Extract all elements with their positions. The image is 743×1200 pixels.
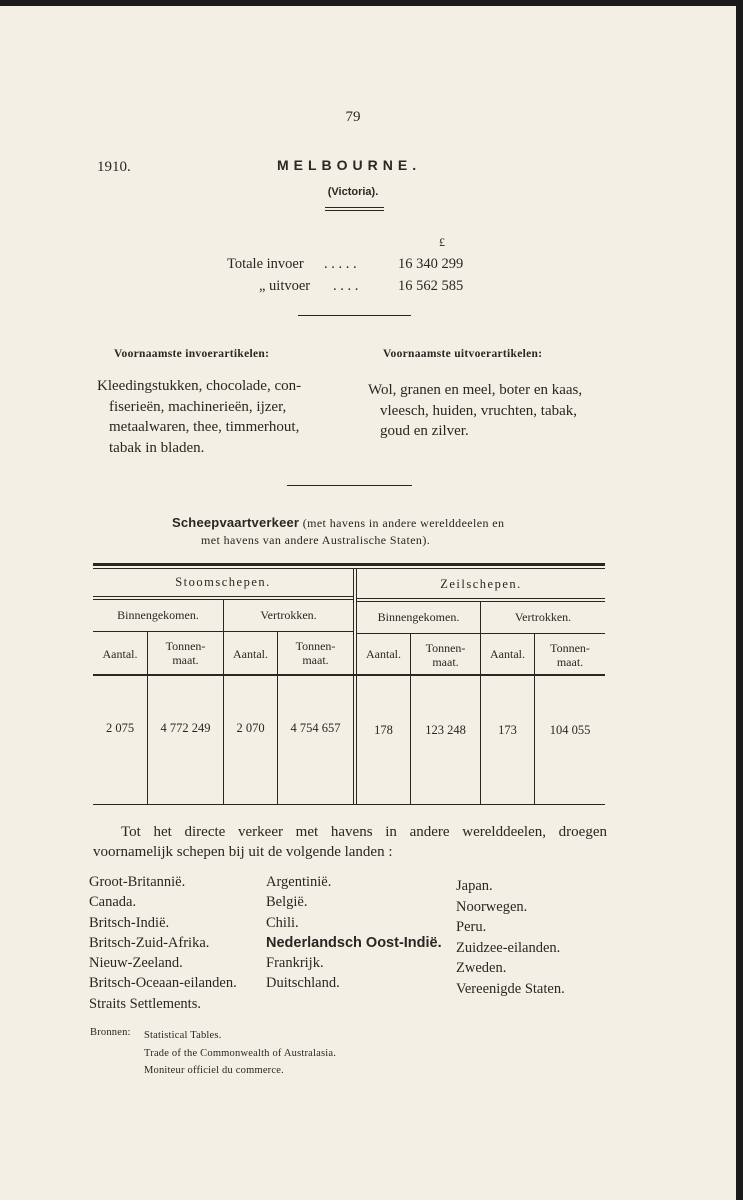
table-value: 2 070 (236, 721, 265, 735)
country-item: België. (266, 894, 308, 911)
column-header: Aantal. (233, 647, 268, 661)
country-item: Noorwegen. (456, 898, 528, 915)
region-subtitle: (Victoria). (327, 186, 379, 198)
title-divider (325, 207, 384, 211)
sources-list (144, 1027, 336, 1080)
country-item: Chili. (266, 914, 299, 931)
shipping-subtitle: (met havens in andere werelddeelen en (302, 516, 505, 530)
currency-symbol: £ (439, 235, 445, 249)
countries-col-3 (456, 876, 565, 999)
country-item: Zweden. (456, 960, 507, 976)
table-value: 123 248 (425, 723, 466, 737)
imports-line: tabak in bladen. (109, 439, 205, 456)
group-header-steam: Stoomschepen. (175, 575, 271, 589)
totals-label: Totale invoer (227, 256, 304, 272)
table-value: 104 055 (549, 723, 591, 737)
shipping-table (93, 563, 605, 805)
column-header: Tonnen- maat. (425, 641, 466, 669)
column-header: Aantal. (102, 647, 138, 661)
exports-line: Wol, granen en meel, boter en kaas, (368, 382, 583, 398)
document-page (0, 6, 736, 1200)
table-value: 4 754 657 (290, 721, 341, 735)
table-rule (357, 598, 605, 599)
country-item: Zuidzee-eilanden. (456, 939, 561, 956)
shipping-title (172, 515, 504, 532)
country-item: Britsch-Indië. (89, 914, 170, 931)
exports-heading: Voornaamste uitvoerartikelen: (383, 348, 543, 360)
page-number: 79 (345, 109, 361, 125)
imports-heading: Voornaamste invoerartikelen: (114, 348, 270, 360)
table-value: 178 (374, 723, 393, 737)
country-item: Argentinië. (266, 874, 332, 890)
shipping-subtitle-cont: met havens van andere Australische Staten). (201, 533, 431, 547)
country-item: Groot-Britannië. (89, 874, 186, 890)
table-rule (93, 596, 353, 597)
subgroup-header: Binnengekomen. (377, 610, 460, 624)
country-item: Vereenigde Staten. (456, 980, 565, 997)
source-item: Trade of the Commonwealth of Australasia. (144, 1047, 337, 1059)
table-group-divider (356, 569, 357, 805)
column-header: Aantal. (490, 647, 525, 661)
totals-value: 16 562 585 (398, 278, 464, 294)
imports-line: Kleedingstukken, chocolade, con- (97, 378, 302, 394)
table-value: 2 075 (105, 721, 135, 735)
totals-divider (298, 315, 411, 316)
totals-dots: . . . . . (324, 256, 357, 272)
source-item: Statistical Tables. (144, 1030, 222, 1041)
totals-value: 16 340 299 (398, 256, 464, 272)
totals-dots: . . . . (333, 278, 359, 294)
country-item: Frankrijk. (266, 955, 324, 972)
country-item: Japan. (456, 878, 493, 894)
sources-label: Bronnen: (90, 1027, 131, 1038)
subgroup-header: Vertrokken. (514, 610, 572, 624)
country-item: Canada. (89, 894, 137, 911)
table-value: 173 (498, 723, 517, 737)
shipping-heading: Scheepvaartverkeer (172, 515, 300, 530)
subgroup-header: Binnengekomen. (117, 608, 199, 622)
table-group-divider (353, 569, 354, 805)
column-header: Tonnen- maat. (550, 641, 590, 669)
country-item: Peru. (456, 919, 487, 935)
country-item: Britsch-Oceaan-eilanden. (89, 975, 237, 992)
table-top-rule (93, 563, 605, 566)
exports-line: vleesch, huiden, vruchten, tabak, (380, 402, 578, 419)
exports-line: goud en zilver. (380, 423, 469, 439)
country-item: Nieuw-Zeeland. (89, 955, 183, 972)
trade-intro-text: Tot het directe verkeer met havens in andere werelddeelen, droegen voornamelijk schepen bij uit de volgende landen : (93, 824, 607, 860)
countries-col-1 (89, 872, 237, 1014)
city-title: MELBOURNE. (277, 157, 422, 173)
group-header-sail: Zeilschepen. (440, 577, 522, 591)
imports-line: fiserieën, machinerieën, ijzer, (109, 398, 287, 415)
totals-label: „ uitvoer (259, 278, 311, 294)
source-item: Moniteur officiel du commerce. (144, 1065, 284, 1076)
year: 1910. (97, 159, 131, 175)
country-item: Duitschland. (266, 975, 340, 992)
table-bottom-rule (93, 804, 605, 805)
country-item: Straits Settlements. (89, 995, 201, 1012)
table-rule (357, 601, 605, 602)
table-value: 4 772 249 (160, 721, 211, 735)
column-header: Tonnen- maat. (295, 639, 336, 667)
column-header: Aantal. (366, 647, 401, 661)
table-header-rule (93, 674, 605, 676)
countries-col-2 (266, 872, 442, 994)
country-item-highlight: Nederlandsch Oost-Indië. (266, 934, 442, 951)
imports-list (97, 376, 301, 458)
table-rule (93, 631, 353, 632)
column-header: Tonnen- maat. (165, 639, 206, 667)
table-rule (357, 633, 605, 634)
imports-line: metaalwaren, thee, timmerhout, (109, 419, 300, 435)
exports-list (368, 380, 582, 442)
subgroup-header: Vertrokken. (260, 608, 317, 622)
trade-intro (93, 822, 607, 862)
table-top-rule-thin (93, 568, 605, 569)
country-item: Britsch-Zuid-Afrika. (89, 934, 210, 951)
section-divider (287, 485, 412, 486)
